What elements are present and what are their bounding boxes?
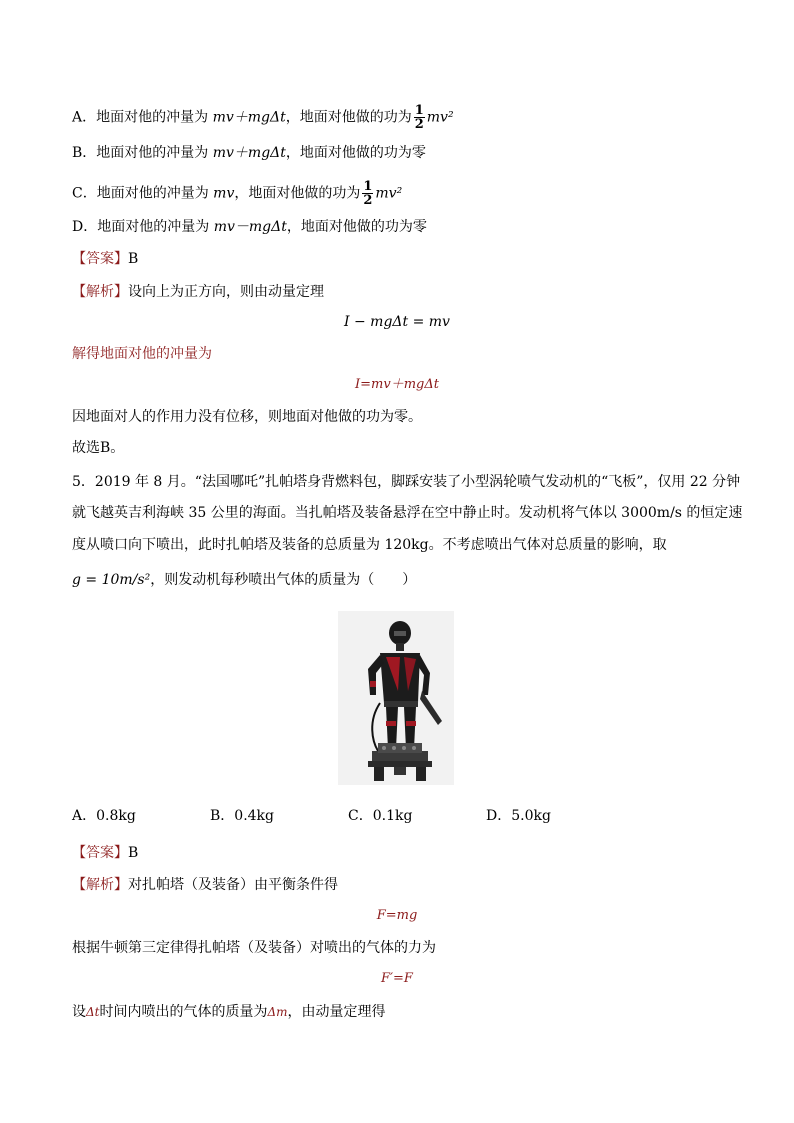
answer-value: B	[128, 845, 139, 861]
option-a-mid: ，地面对他做的功为	[285, 109, 412, 126]
q5-option-d: D．5.0kg	[486, 808, 551, 824]
q5-stem-line-2: 就飞越英吉利海峡 35 公里的海面。当扎帕塔及装备悬浮在空中静止时。发动机将气体以 3000m/s 的恒定速	[72, 505, 743, 521]
gravity-expression: g = 10m/s²	[72, 572, 151, 588]
q4-equation-1: I − mgΔt = mv	[344, 314, 450, 330]
answer-tag: 【答案】	[72, 845, 128, 861]
option-c-prefix: C．地面对他的冲量为	[72, 185, 214, 202]
q5-option-b: B．0.4kg	[210, 808, 274, 824]
delta-t-symbol: Δt	[86, 1005, 100, 1019]
option-a-fraction	[414, 104, 425, 131]
option-c	[72, 180, 402, 207]
q5-equation-2: F′=F	[381, 971, 413, 986]
fraction-denominator: 2	[414, 117, 424, 132]
fraction-numerator: 1	[414, 103, 424, 118]
q4-equation-2: I=mv＋mgΔt	[355, 377, 439, 392]
q5-newton-line: 根据牛顿第三定律得扎帕塔（及装备）对喷出的气体的力为	[72, 940, 436, 956]
option-d-tail: ，地面对他做的功为零	[286, 219, 427, 235]
analysis-text: 设向上为正方向，则由动量定理	[128, 284, 324, 300]
q4-analysis	[72, 282, 324, 302]
analysis-tag: 【解析】	[72, 877, 128, 893]
answer-tag: 【答案】	[72, 251, 128, 267]
option-d-expr: mv－mgΔt	[213, 219, 287, 235]
option-d-prefix: D．地面对他的冲量为	[72, 219, 214, 235]
option-b-tail: ，地面对他做的功为零	[285, 145, 426, 161]
option-a-prefix: A．地面对他的冲量为	[72, 109, 213, 126]
option-c-expr: mv	[213, 185, 235, 202]
option-c-tail: mv²	[375, 185, 403, 202]
q5-question-tail: ，则发动机每秒喷出气体的质量为（ ）	[150, 572, 417, 588]
answer-value: B	[128, 251, 139, 267]
q5-answer	[72, 843, 138, 863]
q4-solve-line: 解得地面对他的冲量为	[72, 346, 212, 362]
q5-option-a: A．0.8kg	[72, 808, 136, 824]
q5-option-c: C．0.1kg	[348, 808, 413, 824]
q4-choose-line: 故选B。	[72, 440, 125, 456]
option-c-mid: ，地面对他做的功为	[234, 185, 361, 202]
analysis-text: 对扎帕塔（及装备）由平衡条件得	[128, 877, 338, 893]
analysis-tag: 【解析】	[72, 284, 128, 300]
q4-answer	[72, 249, 138, 269]
option-a-tail: mv²	[426, 109, 454, 126]
q5-equation-1: F=mg	[376, 908, 418, 923]
option-b-expr: mv＋mgΔt	[212, 145, 286, 161]
q5-momentum-line	[72, 1002, 386, 1022]
q4-reason-line: 因地面对人的作用力没有位移，则地面对他做的功为零。	[72, 409, 422, 425]
last-tail: ，由动量定理得	[287, 1004, 386, 1020]
option-d	[72, 217, 427, 237]
q5-stem-line-1: 5．2019 年 8 月。“法国哪吒”扎帕塔身背燃料包，脚踩安装了小型涡轮喷气发动机的“飞板”，仅用 22 分钟	[72, 474, 741, 490]
q5-stem-line-4	[72, 570, 416, 590]
q5-analysis	[72, 875, 338, 895]
option-c-fraction	[362, 180, 373, 207]
last-prefix: 设	[72, 1004, 86, 1020]
option-a	[72, 104, 454, 131]
option-b	[72, 143, 426, 163]
fraction-numerator: 1	[363, 179, 373, 194]
delta-m-symbol: Δm	[267, 1005, 288, 1019]
last-mid: 时间内喷出的气体的质量为	[99, 1004, 268, 1020]
option-b-prefix: B．地面对他的冲量为	[72, 145, 213, 161]
option-a-expr: mv＋mgΔt	[212, 109, 286, 126]
fraction-denominator: 2	[363, 193, 373, 208]
q5-stem-line-3: 度从喷口向下喷出，此时扎帕塔及装备的总质量为 120kg。不考虑喷出气体对总质量的影响，取	[72, 537, 667, 553]
flyboard-rider-image	[338, 611, 454, 785]
